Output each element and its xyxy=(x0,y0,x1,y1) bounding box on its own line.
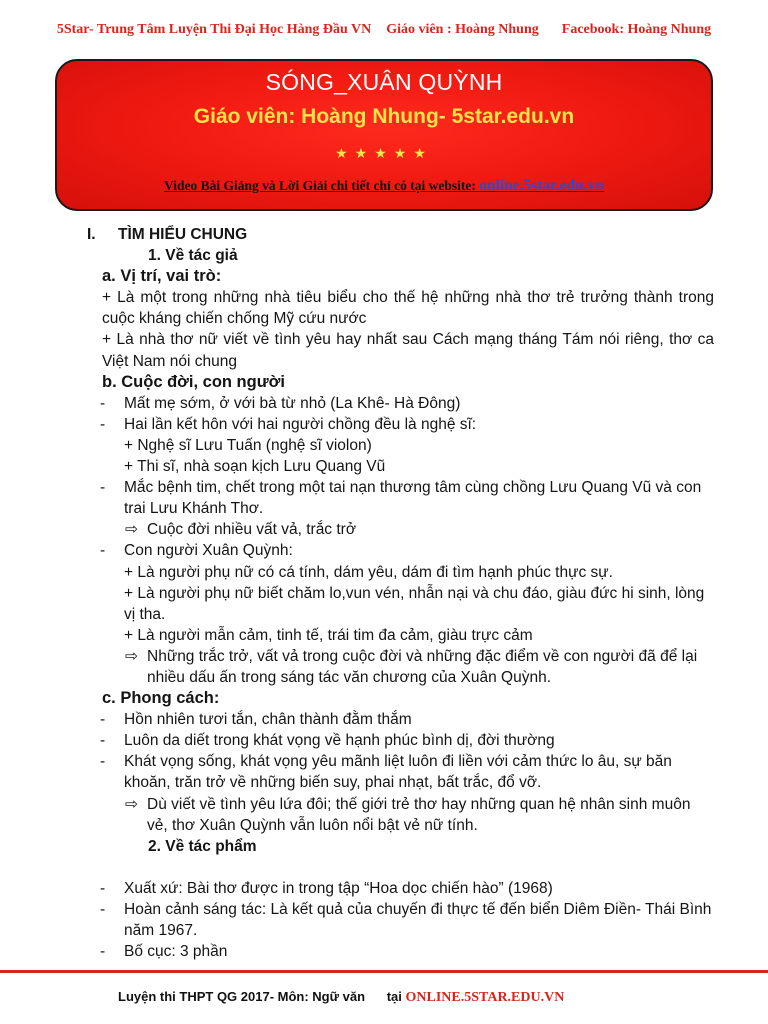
footer-course-text: Luyện thi THPT QG 2017- Môn: Ngữ văn xyxy=(118,989,366,1004)
list-item-text: Dù viết về tình yêu lứa đôi; thế giới trẻ thơ hay những quan hệ nhân sinh muôn vẻ, thơ Xuân Quỳnh vẫn luôn nổi bật vẻ nữ tính. xyxy=(147,795,691,834)
list-item-text: Những trắc trở, vất vả trong cuộc đời và những đặc điểm về con người đã để lại nhiều dấu ấn trong sáng tác văn chương của Xuân Quỳnh. xyxy=(147,647,698,686)
arrow-right-icon: ⇨ xyxy=(125,795,138,813)
document-subtitle: Giáo viên: Hoàng Nhung- 5star.edu.vn xyxy=(193,105,575,128)
list-item: - Bố cục: 3 phần xyxy=(102,941,714,962)
list-item: + Là người mẫn cảm, tinh tế, trái tim đa cảm, giàu trực cảm xyxy=(124,626,533,644)
footer-divider xyxy=(0,970,768,973)
section-heading-1 xyxy=(87,224,714,245)
video-notice-text: Video Bài Giảng và Lời Giải chi tiết chỉ có tại website: xyxy=(164,178,476,193)
list-item: + Là người phụ nữ biết chăm lo,vun vén, nhẫn nại và chu đáo, giàu đức hi sinh, lòng vị tha. xyxy=(124,584,705,623)
list-item: - Mắc bệnh tim, chết trong một tai nạn thương tâm cùng chồng Lưu Quang Vũ và con trai Lưu Khánh Thơ. xyxy=(102,477,714,519)
list-item-text: Cuộc đời nhiều vất vả, trắc trở xyxy=(147,521,357,539)
paragraph: + Là nhà thơ nữ viết về tình yêu hay nhất sau Cách mạng tháng Tám nói riêng, thơ ca Việt Nam nói chung xyxy=(102,331,714,370)
footer-at: tại xyxy=(386,989,402,1004)
list-item: - Xuất xứ: Bài thơ được in trong tập “Hoa dọc chiến hào” (1968) xyxy=(102,878,714,899)
list-item: + Là người phụ nữ có cá tính, dám yêu, dám đi tìm hạnh phúc thực sự. xyxy=(124,563,613,581)
spacer xyxy=(102,857,714,878)
star-rating-icon: ★★★★★ xyxy=(335,145,433,161)
list-item: - Con người Xuân Quỳnh: xyxy=(102,540,714,561)
header-center-text: 5Star- Trung Tâm Luyện Thi Đại Học Hàng Đầu VN xyxy=(56,22,372,37)
subsection-heading-author: 1. Về tác giả xyxy=(148,247,238,265)
document-title: SÓNG_XUÂN QUỲNH xyxy=(265,69,503,95)
header-teacher: Giáo viên : Hoàng Nhung xyxy=(386,22,539,37)
heading-a: a. Vị trí, vai trò: xyxy=(102,267,222,286)
page-footer xyxy=(118,989,564,1006)
heading-b: b. Cuộc đời, con người xyxy=(102,372,285,391)
page-header xyxy=(0,22,768,38)
video-notice xyxy=(57,177,711,195)
footer-website-link[interactable]: ONLINE.5STAR.EDU.VN xyxy=(405,990,565,1005)
arrow-right-icon: ⇨ xyxy=(125,647,138,665)
website-link[interactable]: online.5star.edu.vn xyxy=(479,177,604,194)
list-item: - Khát vọng sống, khát vọng yêu mãnh liệt luôn đi liền với cảm thức lo âu, sự băn khoăn, trăn trở về những biến suy, phai nhạt, bất trắc, đổ vỡ. xyxy=(102,751,714,793)
list-item: - Hoàn cảnh sáng tác: Là kết quả của chuyến đi thực tế đến biển Diêm Điền- Thái Bình năm 1967. xyxy=(102,899,714,941)
list-item: - Hồn nhiên tươi tắn, chân thành đằm thắm xyxy=(102,709,714,730)
list-item: - Hai lần kết hôn với hai người chồng đều là nghệ sĩ: xyxy=(102,414,714,435)
heading-c: c. Phong cách: xyxy=(102,689,220,708)
list-item xyxy=(102,646,714,688)
list-item: + Nghệ sĩ Lưu Tuấn (nghệ sĩ violon) xyxy=(124,436,372,454)
paragraph: + Là một trong những nhà tiêu biểu cho thế hệ những nhà thơ trẻ trưởng thành trong cuộc kháng chiến chống Mỹ cứu nước xyxy=(102,289,714,328)
header-facebook: Facebook: Hoàng Nhung xyxy=(561,22,712,37)
section-number: I. xyxy=(87,226,96,243)
list-item xyxy=(102,519,714,540)
subsection-heading-work: 2. Về tác phẩm xyxy=(148,837,257,855)
list-item xyxy=(102,794,714,836)
list-item: + Thi sĩ, nhà soạn kịch Lưu Quang Vũ xyxy=(124,458,386,476)
document-body xyxy=(87,224,714,962)
list-item: - Mất mẹ sớm, ở với bà từ nhỏ (La Khê- Hà Đông) xyxy=(102,393,714,414)
arrow-right-icon: ⇨ xyxy=(125,521,138,539)
title-banner xyxy=(55,59,713,211)
section-title: TÌM HIỂU CHUNG xyxy=(118,226,248,243)
list-item: - Luôn da diết trong khát vọng về hạnh phúc bình dị, đời thường xyxy=(102,730,714,751)
